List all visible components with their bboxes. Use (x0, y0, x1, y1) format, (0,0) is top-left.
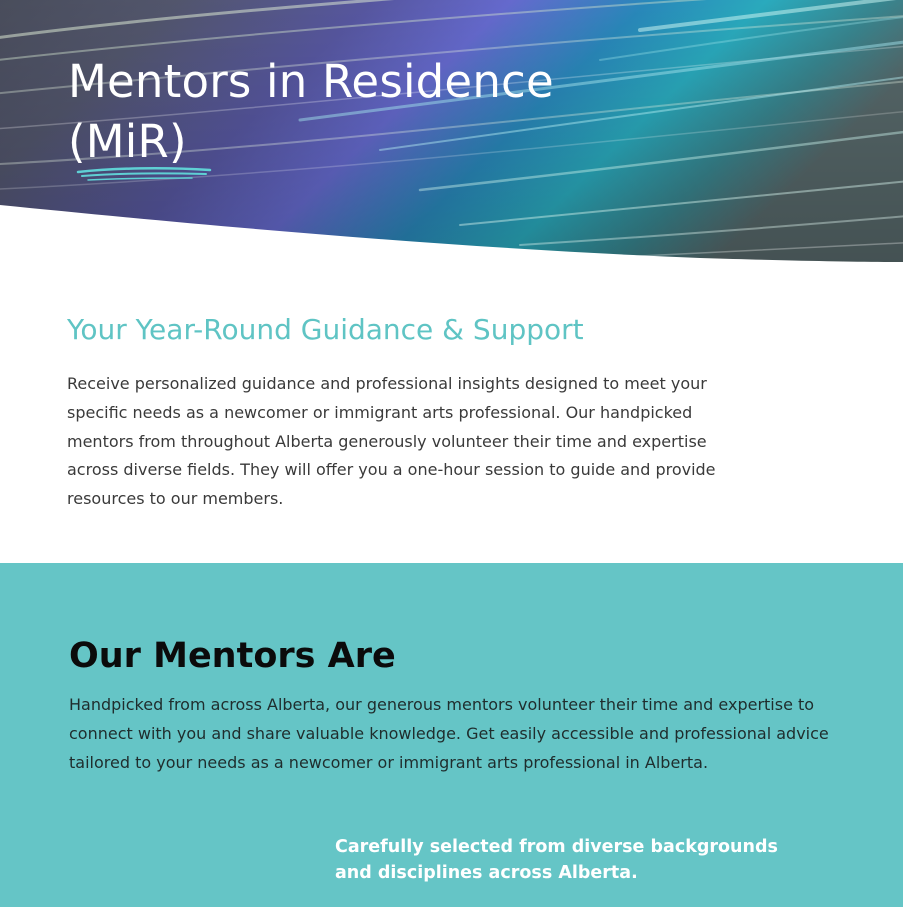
intro-heading: Your Year-Round Guidance & Support (67, 313, 584, 346)
mentors-highlight: Carefully selected from diverse backgrounds and disciplines across Alberta. (335, 837, 778, 883)
hero-title-line1: Mentors in Residence (68, 55, 554, 108)
hero-title (68, 52, 554, 172)
intro-section (0, 262, 903, 563)
mentors-heading: Our Mentors Are (69, 636, 396, 676)
scribble-underline-icon (74, 162, 214, 184)
mentors-body: Handpicked from across Alberta, our generous mentors volunteer their time and expertise to connect with you and share valuable knowledge. Get easily accessible and professional advice tailored to your needs as a newcomer or immigrant arts professional in Alberta. (69, 695, 829, 772)
hero-banner (0, 0, 903, 262)
hero-title-mir: (MiR) (68, 115, 187, 168)
hero-title-line2 (68, 112, 554, 172)
mentors-section (0, 563, 903, 907)
intro-body: Receive personalized guidance and professional insights designed to meet your specific needs as a newcomer or immigrant arts professional. Our handpicked mentors from throughout Alberta generously volunteer their time and expertise across diverse fields. They will offer you a one-hour session to guide and provide resources to our members. (67, 374, 716, 509)
